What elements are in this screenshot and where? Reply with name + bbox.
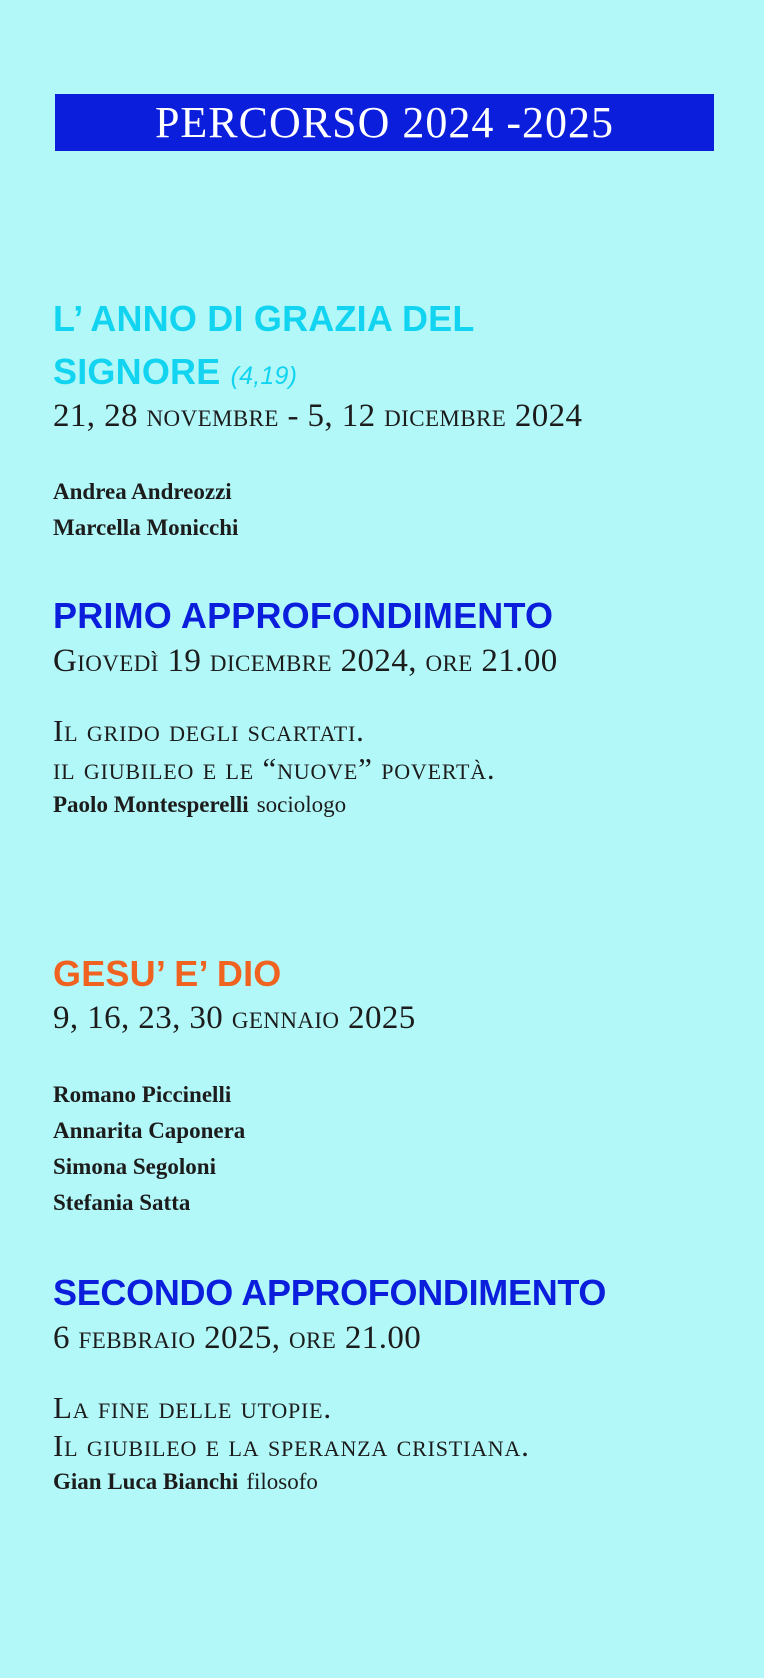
talk-title-line1: La fine delle utopie. (53, 1390, 332, 1425)
speaker-name: Andrea Andreozzi (53, 479, 232, 504)
speaker-name: Simona Segoloni (53, 1154, 216, 1179)
section2-speaker (53, 790, 346, 820)
section2-talk-title (53, 712, 495, 788)
section4-talk-title (53, 1389, 530, 1465)
section1-reference: (4,19) (230, 362, 298, 390)
speaker-name: Romano Piccinelli (53, 1082, 232, 1107)
speaker-name: Paolo Montesperelli (53, 792, 249, 817)
speaker-name: Marcella Monicchi (53, 515, 239, 540)
section3-dates: 9, 16, 23, 30 gennaio 2025 (53, 1000, 416, 1036)
speaker-role: filosofo (246, 1469, 318, 1494)
speaker-name: Stefania Satta (53, 1190, 191, 1215)
section1-heading-line1: L’ ANNO DI GRAZIA DEL (53, 298, 475, 339)
talk-title-line2: Il giubileo e la speranza cristiana. (53, 1428, 530, 1463)
section3-heading: GESU’ E’ DIO (53, 953, 282, 994)
section1-heading-line2 (53, 353, 297, 391)
section4-heading: SECONDO APPROFONDIMENTO (53, 1272, 607, 1313)
section1-heading-text: SIGNORE (53, 351, 221, 392)
section3-names (53, 1077, 245, 1221)
section2-date: Giovedì 19 dicembre 2024, ore 21.00 (53, 643, 558, 679)
section4-date: 6 febbraio 2025, ore 21.00 (53, 1320, 422, 1356)
page-title: PERCORSO 2024 -2025 (154, 97, 615, 147)
section1-names (53, 474, 238, 546)
section4-speaker (53, 1467, 318, 1497)
section2-heading: PRIMO APPROFONDIMENTO (53, 595, 554, 636)
speaker-name: Annarita Caponera (53, 1118, 246, 1143)
title-banner (55, 94, 714, 151)
talk-title-line1: Il grido degli scartati. (53, 713, 365, 748)
speaker-name: Gian Luca Bianchi (53, 1469, 239, 1494)
talk-title-line2: il giubileo e le “nuove” povertà. (53, 751, 496, 786)
speaker-role: sociologo (256, 792, 347, 817)
section1-dates: 21, 28 novembre - 5, 12 dicembre 2024 (53, 398, 583, 434)
